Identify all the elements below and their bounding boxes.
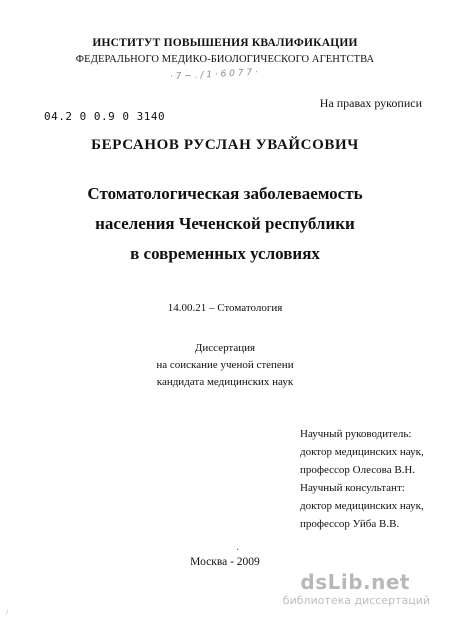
place-year: Москва - 2009 (190, 556, 260, 568)
supervisor-degree: доктор медицинских наук, (300, 446, 424, 458)
specialty-code: 14.00.21 – Стоматология (167, 302, 283, 314)
corner-mark: / (6, 608, 9, 617)
title-line-1: Стоматологическая заболеваемость (87, 184, 363, 203)
supervisor-heading: Научный руководитель: (300, 428, 412, 440)
author-name: БЕРСАНОВ РУСЛАН УВАЙСОВИЧ (91, 137, 359, 153)
scan-speck: · (236, 545, 240, 556)
consultant-heading: Научный консультант: (300, 482, 405, 494)
title-line-2: населения Чеченской республики (95, 214, 355, 233)
agency-name: ФЕДЕРАЛЬНОГО МЕДИКО-БИОЛОГИЧЕСКОГО АГЕНТСТВА (75, 54, 375, 65)
consultant-degree: доктор медицинских наук, (300, 500, 424, 512)
title-line-3: в современных условиях (130, 244, 320, 263)
degree-line-1: на соискание ученой степени (156, 359, 294, 371)
faded-stamp: · 7 ~ . / 1 · 6 0 7 7 · (169, 67, 259, 83)
rights-note: На правах рукописи (319, 96, 422, 110)
institute-name: ИНСТИТУТ ПОВЫШЕНИЯ КВАЛИФИКАЦИИ (92, 37, 358, 49)
archive-number: 04.2 0 0.9 0 3140 (44, 110, 166, 123)
watermark-logo: dsLib.net (300, 570, 410, 594)
supervisor-name: профессор Олесова В.Н. (300, 464, 416, 476)
dissertation-type: Диссертация (194, 342, 256, 354)
consultant-name: профессор Уйба В.В. (300, 518, 400, 530)
degree-line-2: кандидата медицинских наук (156, 376, 294, 388)
watermark-subtitle: библиотека диссертаций (282, 594, 430, 607)
